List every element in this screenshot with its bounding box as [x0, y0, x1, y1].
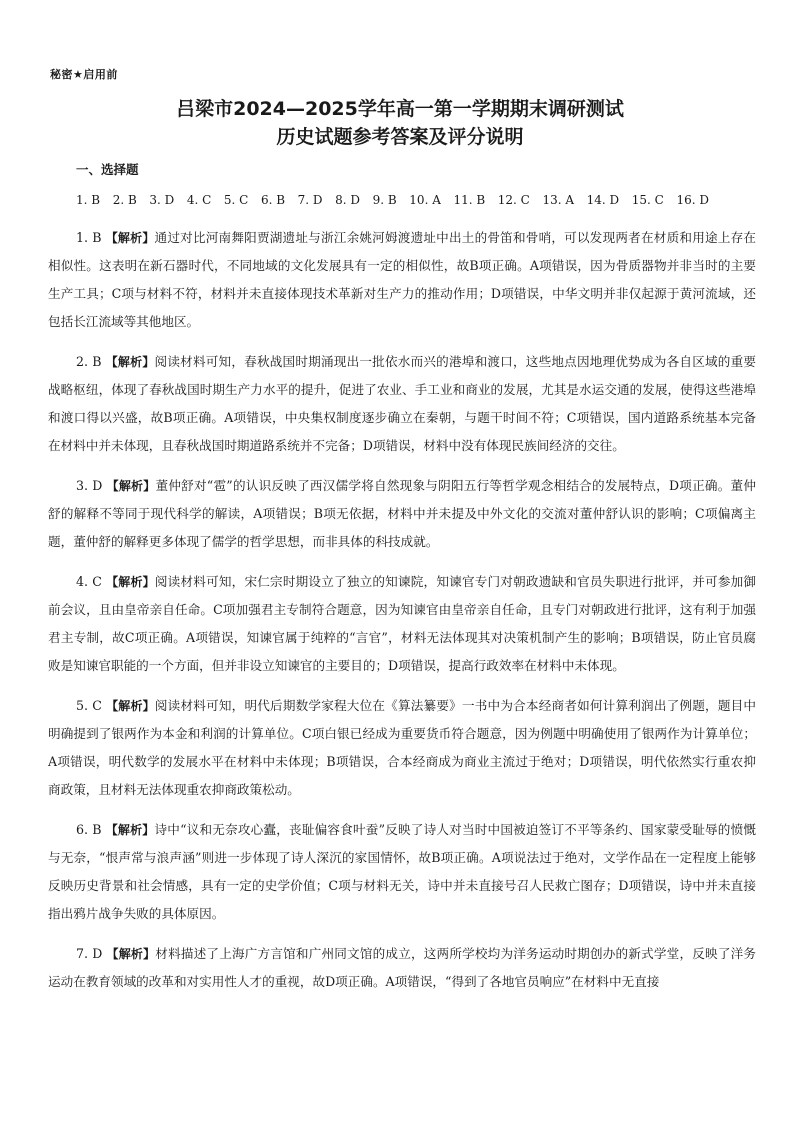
confidential-label: 秘密★启用前 [50, 68, 118, 81]
answer-item: 4. C [186, 193, 212, 207]
explanation-text: 董仲舒对“雹”的认识反映了西汉儒学将自然现象与阴阳五行等哲学观念相结合的发展特点，D项正确。董仲舒的解释不等同于现代科学的解读，A项错误；B项无依据，材料中并未提及中外文化的交流对董仲舒认识的影响；C项偏离主题，董仲舒的解释更多体现了儒学的哲学思想，而非具体的科技成就。 [48, 478, 756, 549]
analysis-tag: 【解析】 [105, 231, 155, 245]
answer-key-row [76, 193, 756, 207]
question-number: 2. B [76, 354, 102, 369]
answer-item: 2. B [112, 193, 137, 207]
analysis-tag: 【解析】 [105, 823, 155, 837]
document-subtitle: 历史试题参考答案及评分说明 [276, 126, 524, 148]
answer-item: 15. C [631, 193, 664, 207]
explanation-text: 通过对比河南舞阳贾湖遗址与浙江余姚河姆渡遗址中出土的骨笛和骨哨，可以发现两者在材质和用途上存在相似性。这表明在新石器时代，不同地域的文化发展具有一定的相似性，故B项正确。A项错误，因为骨质器物并非当时的主要生产工具；C项与材料不符，材料并未直接体现技术革新对生产力的推动作用；D项错误，中华文明并非仅起源于黄河流域，还包括长江流域等其他地区。 [48, 230, 756, 329]
answer-item: 14. D [586, 193, 620, 207]
explanation-text: 阅读材料可知，宋仁宗时期设立了独立的知谏院，知谏官专门对朝政遗缺和官员失职进行批评，并可参加御前会议，且由皇帝亲自任命。C项加强君主专制符合题意，因为知谏官由皇帝亲自任命，且专门对朝政进行批评，这有利于加强君主专制，故C项正确。A项错误，知谏官属于纯粹的“言官”，材料无法体现其对决策机制产生的影响；B项错误，防止官员腐败是知谏官职能的一个方面，但并非设立知谏官的主要目的；D项错误，提高行政效率在材料中未体现。 [48, 574, 757, 673]
explanation-paragraph [48, 348, 756, 460]
question-number: 3. D [76, 478, 103, 493]
section-heading-choice: 一、选择题 [76, 162, 139, 177]
exam-title: 吕梁市2024—2025学年高一第一学期期末调研测试 [176, 98, 624, 120]
answer-item: 6. B [260, 193, 286, 207]
answer-item: 5. C [223, 193, 249, 207]
answer-item: 10. A [409, 193, 441, 207]
explanation-paragraph [48, 692, 756, 804]
explanation-paragraph [48, 940, 756, 996]
explanation-text: 材料描述了上海广方言馆和广州同文馆的成立，这两所学校均为洋务运动时期创办的新式学堂，反映了洋务运动在教育领域的改革和对实用性人才的重视，故D项正确。A项错误，“得到了各地官员响应”在材料中无直接 [48, 946, 756, 989]
answer-item: 3. D [149, 193, 175, 207]
question-number: 4. C [76, 574, 102, 589]
explanation-paragraph [48, 816, 756, 928]
explanation-paragraph [48, 472, 756, 556]
answer-item: 7. D [297, 193, 323, 207]
analysis-tag: 【解析】 [106, 947, 156, 961]
answer-item: 1. B [76, 193, 101, 207]
answer-item: 12. C [497, 193, 530, 207]
explanation-text: 阅读材料可知，明代后期数学家程大位在《算法纂要》一书中为合本经商者如何计算利润出了例题，题目中明确提到了银两作为本金和利润的计算单位。C项白银已经成为重要货币符合题意，因为例题中明确使用了银两作为计算单位；A项错误，明代数学的发展水平在材料中未体现；B项错误，合本经商成为商业主流过于绝对；D项错误，明代依然实行重农抑商政策，且材料无法体现重农抑商政策松动。 [48, 698, 757, 797]
analysis-tag: 【解析】 [106, 479, 156, 493]
answer-item: 16. D [676, 193, 709, 207]
answer-item: 11. B [453, 193, 486, 207]
analysis-tag: 【解析】 [106, 575, 155, 589]
question-number: 6. B [76, 822, 102, 837]
analysis-tag: 【解析】 [105, 355, 155, 369]
answer-item: 9. B [372, 193, 397, 207]
question-number: 7. D [76, 946, 103, 961]
analysis-tag: 【解析】 [106, 699, 155, 713]
explanation-paragraph [48, 224, 756, 336]
explanation-text: 诗中“议和无奈攻心蠹，丧耻偏容食叶蚕”反映了诗人对当时中国被迫签订不平等条约、国家蒙受耻辱的愤慨与无奈，“恨声常与浪声涵”则进一步体现了诗人深沉的家国情怀，故B项正确。A项说法过于绝对，文学作品在一定程度上能够反映历史背景和社会情感，具有一定的史学价值；C项与材料无关，诗中并未直接号召人民救亡图存；D项错误，诗中并未直接指出鸦片战争失败的具体原因。 [48, 822, 756, 921]
question-number: 1. B [76, 230, 102, 245]
answer-item: 8. D [335, 193, 361, 207]
question-number: 5. C [76, 698, 102, 713]
explanation-text: 阅读材料可知，春秋战国时期涌现出一批依水而兴的港埠和渡口，这些地点因地理优势成为各自区域的重要战略枢纽，体现了春秋战国时期生产力水平的提升，促进了农业、手工业和商业的发展，尤其是水运交通的发展，使得这些港埠和渡口得以兴盛，故B项正确。A项错误，中央集权制度逐步确立在秦朝，与题干时间不符；C项错误，国内道路系统基本完备在材料中并未体现，且春秋战国时期道路系统并不完备；D项错误，材料中没有体现民族间经济的交往。 [48, 354, 756, 453]
answer-item: 13. A [542, 193, 575, 207]
explanations [48, 224, 756, 1008]
explanation-paragraph [48, 568, 756, 680]
